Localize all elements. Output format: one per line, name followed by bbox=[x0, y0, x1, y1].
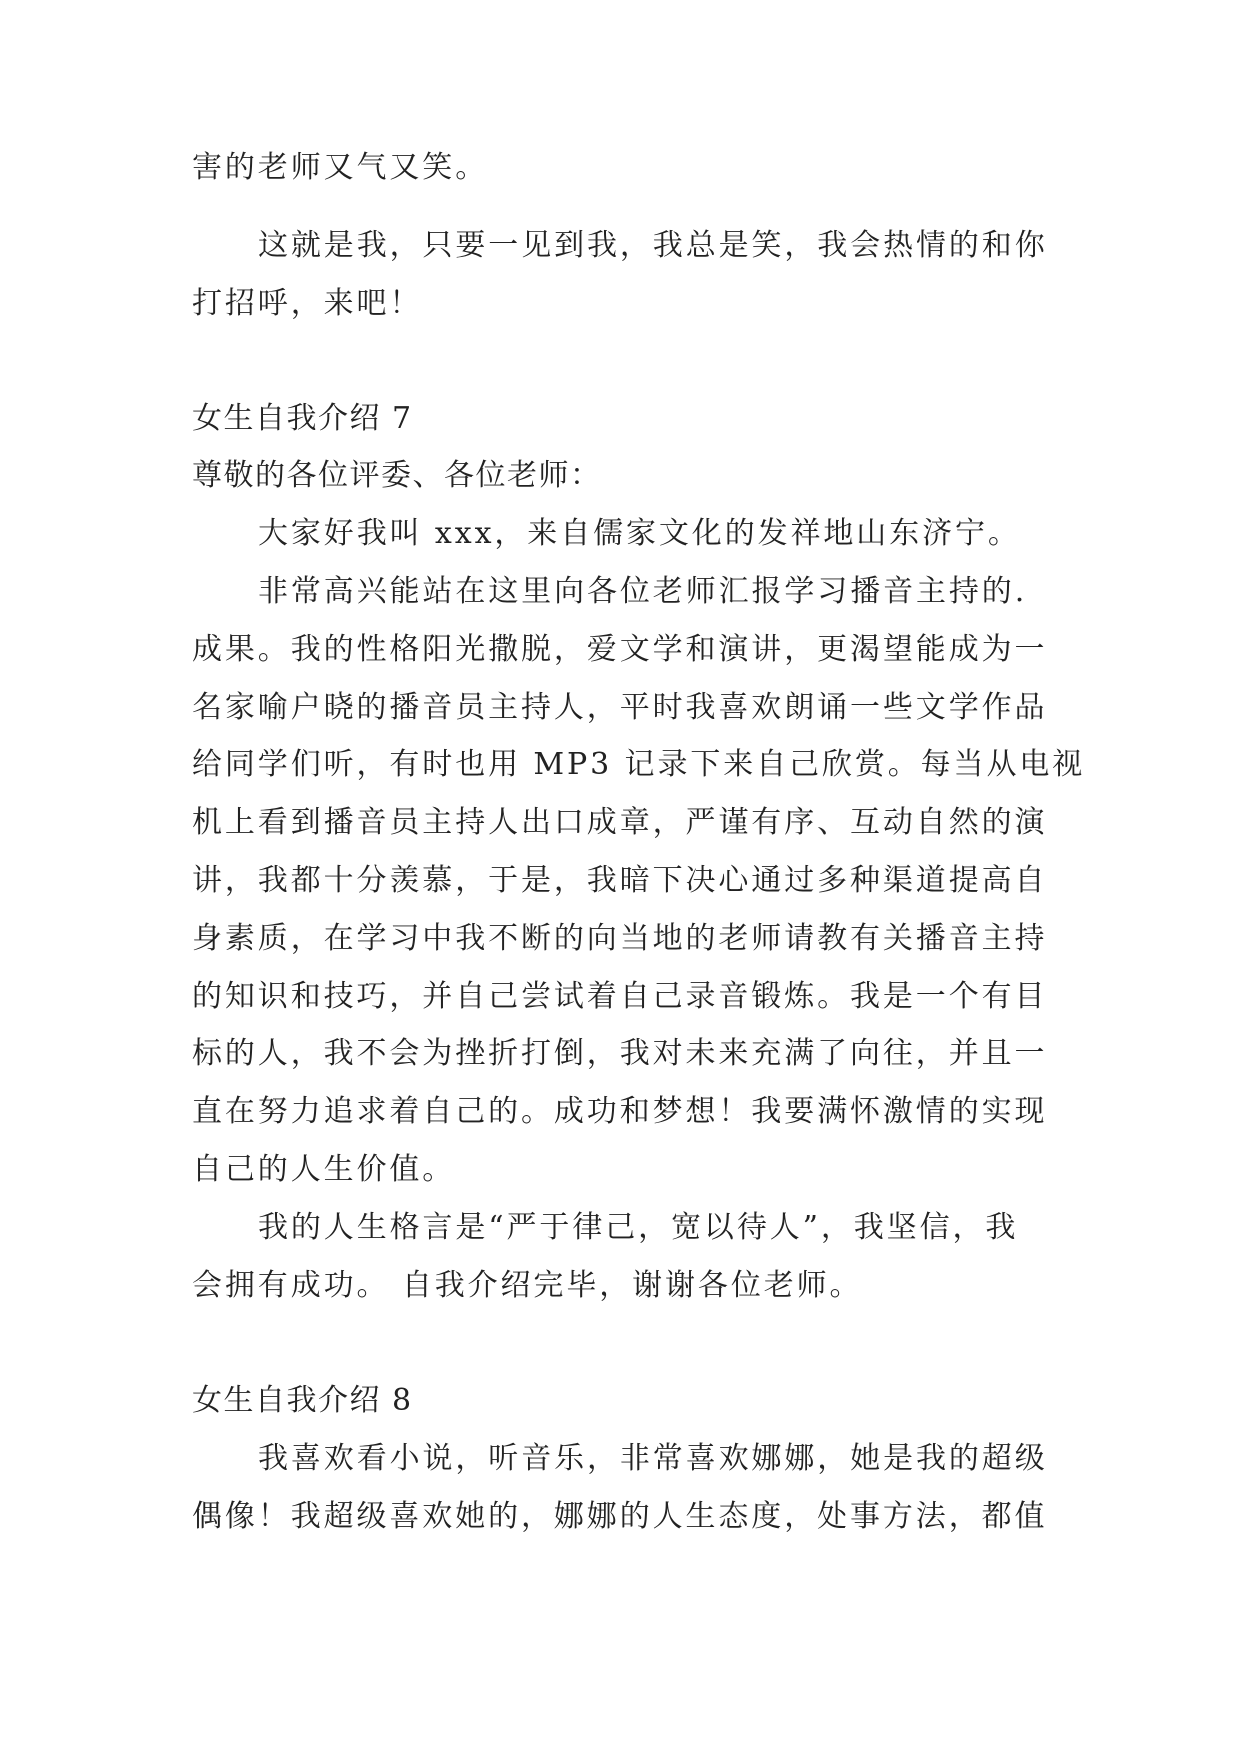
paragraph-line: 我的人生格言是“严于律己，宽以待人”，我坚信，我 bbox=[258, 1210, 1019, 1245]
paragraph-line: 成果。我的性格阳光撒脱，爱文学和演讲，更渴望能成为一 bbox=[192, 632, 1048, 667]
paragraph-line: 偶像！我超级喜欢她的，娜娜的人生态度，处事方法，都值 bbox=[192, 1499, 1048, 1534]
paragraph-line: 这就是我，只要一见到我，我总是笑，我会热情的和你 bbox=[258, 228, 1048, 263]
paragraph-line: 非常高兴能站在这里向各位老师汇报学习播音主持的. bbox=[258, 574, 1028, 609]
paragraph-line: 害的老师又气又笑。 bbox=[192, 150, 489, 185]
paragraph-line: 讲，我都十分羡慕，于是，我暗下决心通过多种渠道提高自 bbox=[192, 863, 1048, 898]
paragraph-line: 自己的人生价值。 bbox=[192, 1152, 456, 1187]
paragraph-line: 会拥有成功。 自我介绍完毕，谢谢各位老师。 bbox=[192, 1268, 863, 1303]
paragraph-line: 身素质，在学习中我不断的向当地的老师请教有关播音主持 bbox=[192, 921, 1048, 956]
paragraph-line: 名家喻户晓的播音员主持人，平时我喜欢朗诵一些文学作品 bbox=[192, 690, 1048, 725]
section-heading: 女生自我介绍 7 bbox=[192, 401, 413, 436]
paragraph-line: 给同学们听，有时也用 MP3 记录下来自己欣赏。每当从电视 bbox=[192, 747, 1086, 782]
paragraph-line: 的知识和技巧，并自己尝试着自己录音锻炼。我是一个有目 bbox=[192, 979, 1048, 1014]
paragraph-line: 打招呼，来吧！ bbox=[192, 286, 423, 321]
section-heading: 女生自我介绍 8 bbox=[192, 1383, 413, 1418]
salutation-line: 尊敬的各位评委、各位老师： bbox=[192, 458, 602, 493]
paragraph-line: 机上看到播音员主持人出口成章，严谨有序、互动自然的演 bbox=[192, 805, 1048, 840]
paragraph-line: 我喜欢看小说，听音乐，非常喜欢娜娜，她是我的超级 bbox=[258, 1441, 1048, 1476]
paragraph-line: 标的人，我不会为挫折打倒，我对未来充满了向往，并且一 bbox=[192, 1036, 1048, 1071]
paragraph-line: 直在努力追求着自己的。成功和梦想！我要满怀激情的实现 bbox=[192, 1094, 1048, 1129]
paragraph-line: 大家好我叫 xxx，来自儒家文化的发祥地山东济宁。 bbox=[258, 516, 1021, 551]
